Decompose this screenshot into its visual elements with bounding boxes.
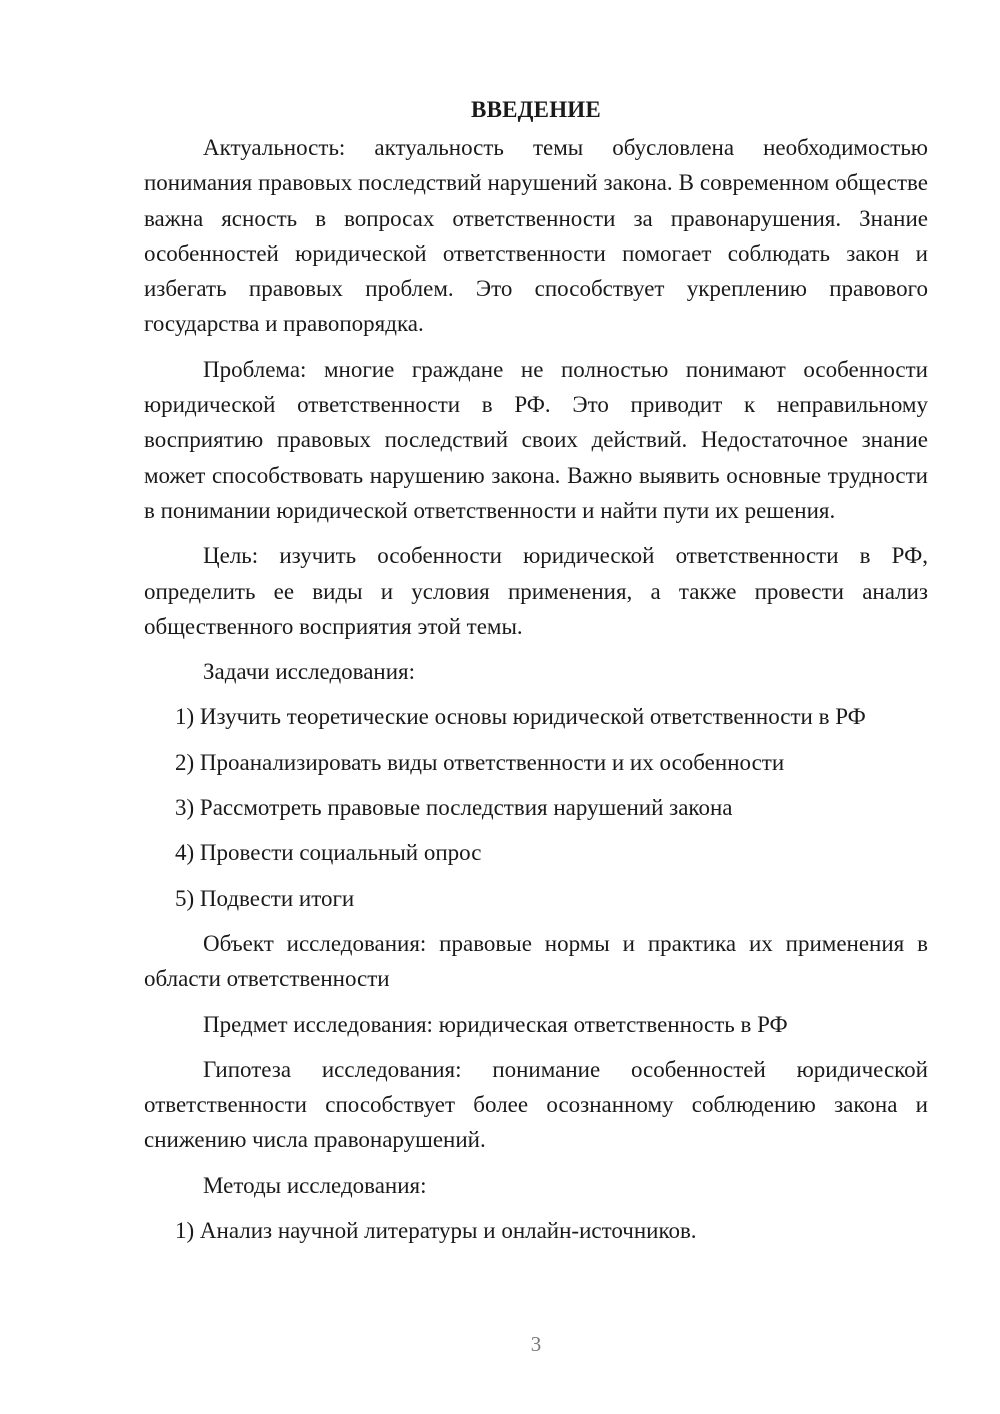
relevance-paragraph: Актуальность: актуальность темы обусловлена необходимостью понимания правовых последствий нарушений закона. В современном обществе важна ясность в вопросах ответственности за правонарушения. Знание особенностей юридической ответственности помогает соблюдать закон и избегать правовых проблем. Это способствует укреплению правового государства и правопорядка. bbox=[144, 135, 928, 337]
problem-paragraph: Проблема: многие граждане не полностью понимают особенности юридической ответственности в РФ. Это приводит к неправильному восприятию правовых последствий своих действий. Недостаточное знание может способствовать нарушению закона. Важно выявить основные трудности в понимании юридической ответственности и найти пути их решения. bbox=[144, 356, 928, 523]
list-item: 3) Рассмотреть правовые последствия нарушений закона bbox=[175, 795, 733, 821]
methods-list bbox=[144, 1213, 928, 1248]
object-paragraph: Объект исследования: правовые нормы и практика их применения в области ответственности bbox=[144, 930, 928, 992]
list-item: 2) Проанализировать виды ответственности и их особенности bbox=[175, 749, 785, 775]
list-item: 5) Подвести итоги bbox=[175, 885, 355, 911]
page-number: 3 bbox=[530, 1332, 542, 1356]
tasks-heading: Задачи исследования: bbox=[203, 659, 416, 685]
document-page bbox=[144, 92, 928, 1258]
section-title: ВВЕДЕНИЕ bbox=[471, 97, 601, 122]
goal-paragraph: Цель: изучить особенности юридической ответственности в РФ, определить ее виды и условия применения, а также провести анализ общественного восприятия этой темы. bbox=[144, 543, 928, 639]
hypothesis-paragraph: Гипотеза исследования: понимание особенностей юридической ответственности способствует более осознанному соблюдению закона и снижению числа правонарушений. bbox=[144, 1056, 928, 1153]
list-item: 4) Провести социальный опрос bbox=[175, 840, 482, 866]
list-item: 1) Изучить теоретические основы юридической ответственности в РФ bbox=[175, 704, 866, 730]
tasks-list bbox=[144, 699, 928, 915]
list-item: 1) Анализ научной литературы и онлайн-источников. bbox=[175, 1218, 697, 1244]
methods-heading: Методы исследования: bbox=[203, 1172, 427, 1198]
subject-paragraph: Предмет исследования: юридическая ответственность в РФ bbox=[203, 1011, 788, 1037]
